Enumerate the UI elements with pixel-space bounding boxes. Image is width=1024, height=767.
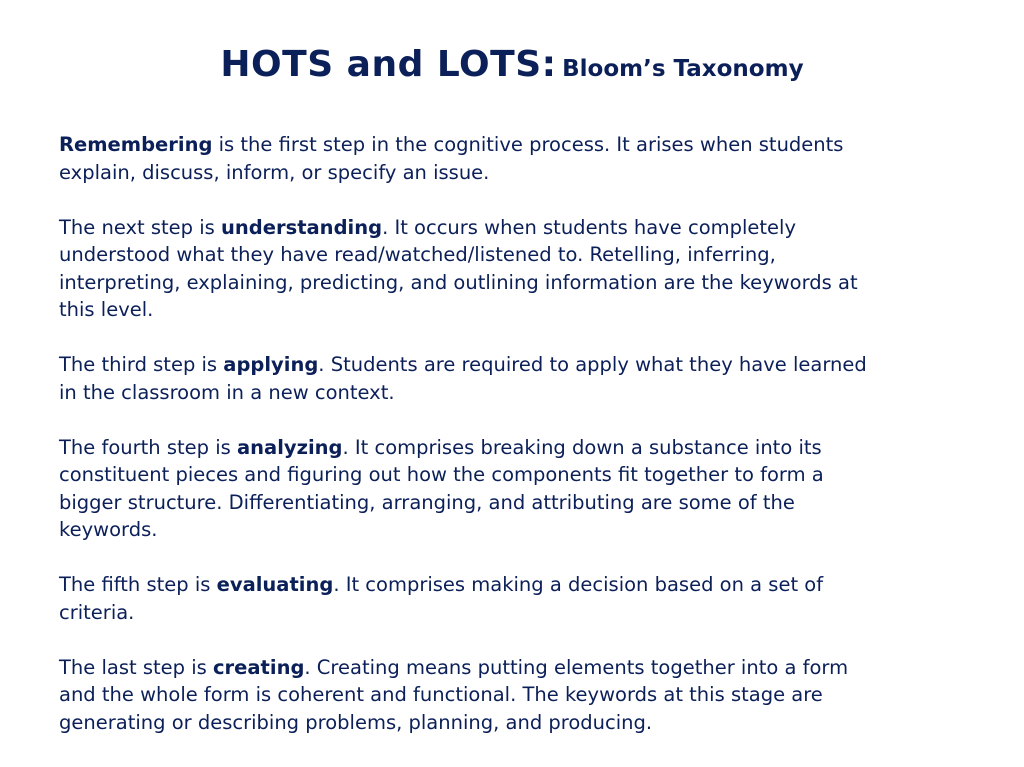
line-text: The fifth step is xyxy=(59,573,217,596)
line-text: The last step is xyxy=(59,655,213,679)
text-line xyxy=(59,654,979,682)
text-line: and the whole form is coherent and functional. The keywords at this stage are xyxy=(59,683,823,706)
title-subtitle: Bloom’s Taxonomy xyxy=(562,56,804,82)
keyword-applying: applying xyxy=(223,353,319,376)
text-line: in the classroom in a new context. xyxy=(59,380,395,404)
text-line xyxy=(59,434,979,462)
body-text xyxy=(59,131,979,764)
paragraph-understanding xyxy=(59,214,979,324)
paragraph-creating xyxy=(59,654,979,737)
text-line: interpreting, explaining, predicting, and outlining information are the keywords at xyxy=(59,270,858,294)
title-main: HOTS and LOTS: xyxy=(220,44,557,85)
text-line: criteria. xyxy=(59,600,135,624)
paragraph-remembering xyxy=(59,131,979,186)
text-line: bigger structure. Differentiating, arranging, and attributing are some of the xyxy=(59,490,795,514)
text-line: constituent pieces and figuring out how the components fit together to form a xyxy=(59,463,824,486)
text-line xyxy=(59,131,979,159)
paragraph-analyzing xyxy=(59,434,979,544)
text-line: keywords. xyxy=(59,518,158,541)
line-text: The third step is xyxy=(59,353,224,376)
paragraph-evaluating xyxy=(59,571,979,626)
line-text: . Students are required to apply what they have learned xyxy=(318,353,867,376)
line-text: . It occurs when students have completely xyxy=(382,215,797,239)
line-text: The next step is xyxy=(59,215,222,239)
text-line xyxy=(59,571,979,599)
text-line: this level. xyxy=(59,298,154,321)
slide-title xyxy=(0,44,1024,85)
line-text: The fourth step is xyxy=(59,435,237,459)
line-text: . It comprises breaking down a substance into its xyxy=(342,435,822,459)
paragraph-applying xyxy=(59,351,979,406)
text-line: understood what they have read/watched/listened to. Retelling, inferring, xyxy=(59,243,776,266)
text-line: explain, discuss, inform, or specify an issue. xyxy=(59,160,490,184)
keyword-understanding: understanding xyxy=(221,215,383,239)
line-text: . Creating means putting elements together into a form xyxy=(304,655,849,679)
line-text: is the first step in the cognitive process. It arises when students xyxy=(212,133,844,156)
line-text: . It comprises making a decision based on a set of xyxy=(333,573,824,596)
keyword-creating: creating xyxy=(213,655,305,679)
text-line xyxy=(59,214,979,242)
keyword-analyzing: analyzing xyxy=(237,435,343,459)
keyword-remembering: Remembering xyxy=(59,133,213,156)
text-line: generating or describing problems, planning, and producing. xyxy=(59,710,653,734)
keyword-evaluating: evaluating xyxy=(216,573,334,596)
text-line xyxy=(59,351,979,379)
